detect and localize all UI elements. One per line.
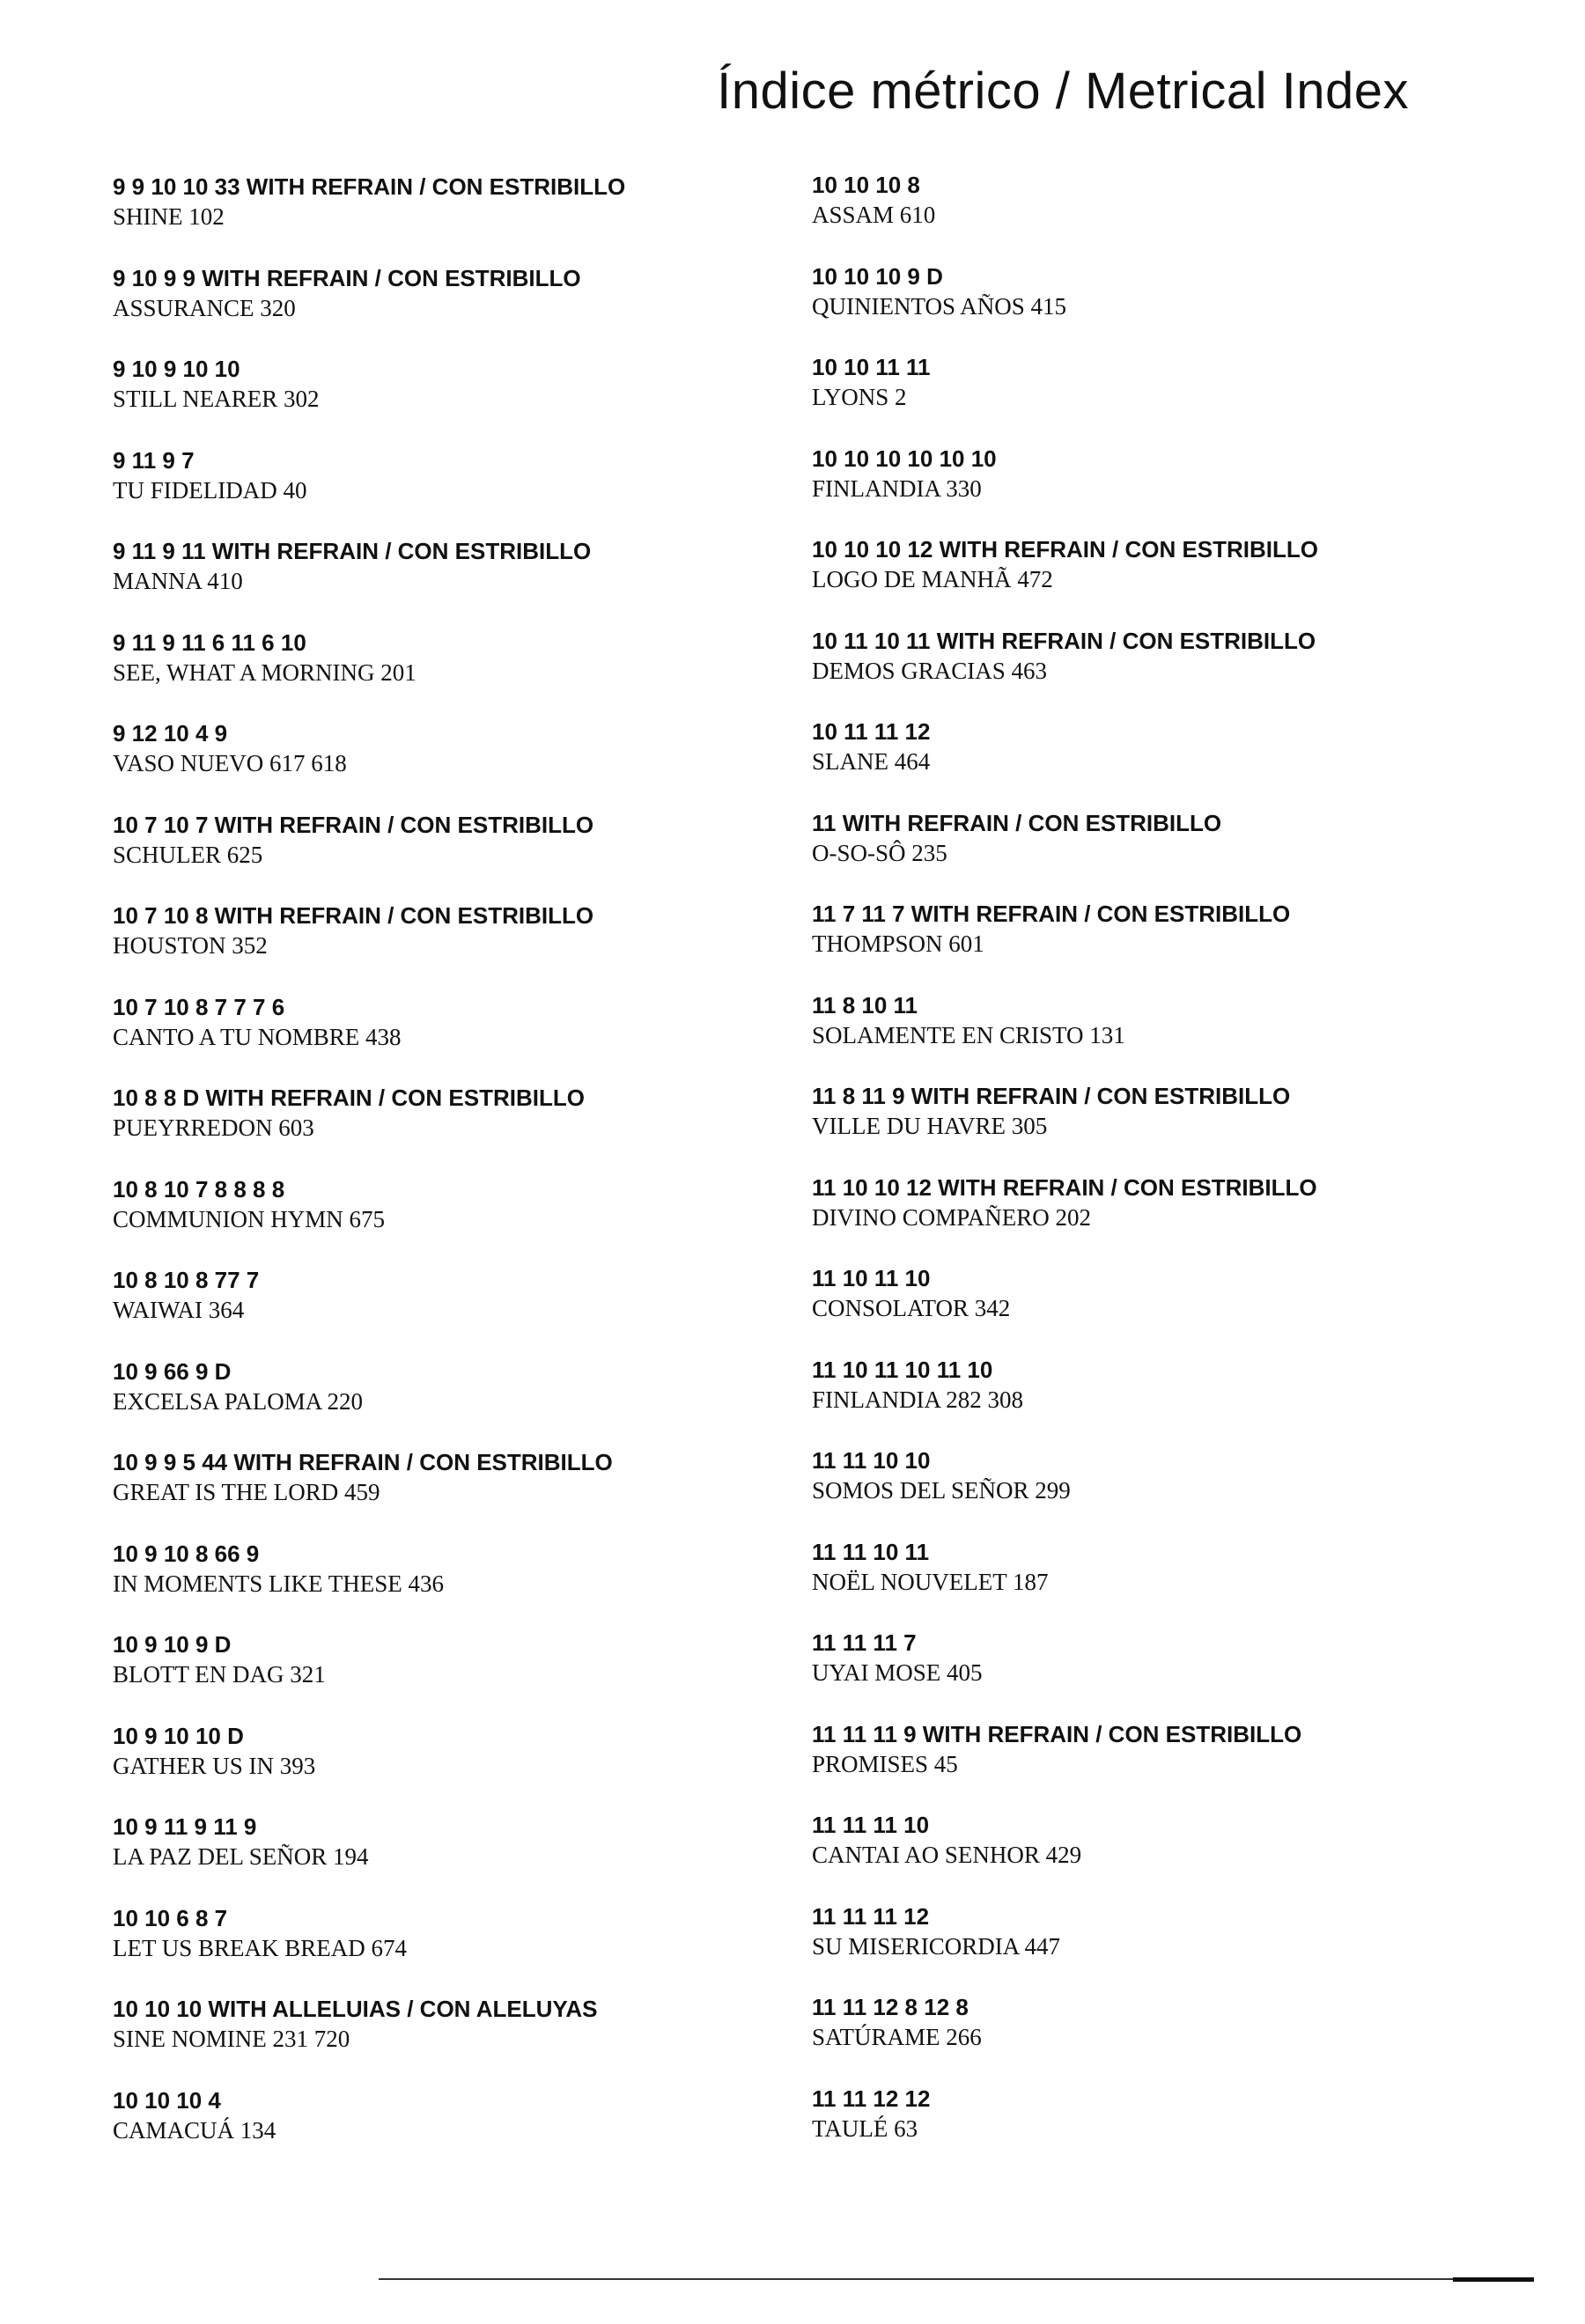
index-entry [113, 1903, 747, 1995]
index-entry [113, 628, 747, 719]
meter-label: 11 8 10 11 [812, 991, 918, 1019]
tune-names: SINE NOMINE 231 720 [113, 2026, 350, 2052]
tune-names: VILLE DU HAVRE 305 [812, 1113, 1048, 1139]
index-entry [113, 1721, 747, 1813]
index-entry [113, 172, 747, 263]
meter-label: 11 10 11 10 [812, 1265, 931, 1291]
tune-names: SOLAMENTE EN CRISTO 131 [812, 1021, 1125, 1048]
tune-names: NOËL NOUVELET 187 [812, 1568, 1049, 1595]
tune-names: O-SO-SÔ 235 [812, 839, 947, 866]
index-entry [812, 1173, 1446, 1264]
meter-label: 11 11 12 8 12 8 [812, 1994, 969, 2020]
meter-label: 10 9 11 9 11 9 [113, 1813, 257, 1840]
tune-names: SEE, WHAT A MORNING 201 [113, 658, 417, 686]
tune-names: LET US BREAK BREAD 674 [113, 1934, 408, 1961]
index-entry [812, 990, 1446, 1082]
meter-label: 10 9 66 9 D [113, 1357, 232, 1385]
meter-label: 10 7 10 7 WITH REFRAIN / CON ESTRIBILLO [113, 811, 594, 838]
index-entry [812, 1355, 1446, 1446]
tune-names: WAIWAI 364 [113, 1297, 245, 1323]
index-entry [812, 1537, 1446, 1629]
tune-names: SHINE 102 [113, 203, 225, 230]
index-entry [812, 1445, 1446, 1537]
index-entry [113, 1539, 747, 1630]
index-entry [812, 534, 1446, 626]
tune-names: ASSAM 610 [812, 202, 936, 228]
meter-label: 10 11 10 11 WITH REFRAIN / CON ESTRIBILLO [812, 627, 1316, 654]
index-entry [113, 718, 747, 810]
index-entry [812, 261, 1446, 353]
tune-names: CAMACUÁ 134 [113, 2116, 276, 2144]
meter-label: 11 11 11 9 WITH REFRAIN / CON ESTRIBILLO [812, 1720, 1302, 1747]
index-entry [113, 810, 747, 901]
tune-names: DIVINO COMPAÑERO 202 [812, 1203, 1092, 1231]
right-column [812, 170, 1446, 2174]
index-entry [113, 1629, 747, 1721]
tune-names: HOUSTON 352 [113, 932, 268, 959]
meter-label: 10 9 10 10 D [113, 1722, 244, 1749]
meter-label: 11 10 11 10 11 10 [812, 1356, 993, 1383]
index-entry [812, 1810, 1446, 1901]
index-entry [812, 808, 1446, 900]
footer-rule [379, 2278, 1532, 2280]
tune-names: MANNA 410 [113, 568, 243, 594]
tune-names: SATÚRAME 266 [812, 2024, 982, 2050]
tune-names: TU FIDELIDAD 40 [113, 476, 307, 504]
index-entry [113, 1174, 747, 1266]
meter-label: 10 10 10 10 10 10 [812, 445, 997, 472]
index-entry [113, 1265, 747, 1357]
index-entry [812, 899, 1446, 990]
meter-label: 11 7 11 7 WITH REFRAIN / CON ESTRIBILLO [812, 901, 1291, 927]
tune-names: TAULÉ 63 [812, 2114, 918, 2142]
tune-names: GATHER US IN 393 [113, 1752, 316, 1779]
meter-label: 10 8 10 7 8 8 8 8 [113, 1175, 285, 1202]
meter-label: 10 10 10 4 [113, 2086, 221, 2114]
tune-names: QUINIENTOS AÑOS 415 [812, 292, 1067, 320]
meter-label: 10 10 10 9 D [812, 262, 943, 290]
tune-names: GREAT IS THE LORD 459 [113, 1479, 380, 1505]
tune-names: VASO NUEVO 617 618 [113, 750, 347, 776]
meter-label: 9 12 10 4 9 [113, 720, 228, 746]
index-entry [812, 626, 1446, 717]
meter-label: 11 11 12 12 [812, 2085, 931, 2112]
index-entry [113, 901, 747, 992]
tune-names: PUEYRREDON 603 [113, 1114, 314, 1141]
meter-label: 10 10 11 11 [812, 354, 931, 380]
meter-label: 10 7 10 8 7 7 7 6 [113, 993, 285, 1020]
tune-names: UYAI MOSE 405 [812, 1659, 983, 1686]
left-column [113, 172, 747, 2176]
footer-rule-accent [1453, 2277, 1534, 2282]
index-entry [113, 445, 747, 537]
meter-label: 10 10 10 12 WITH REFRAIN / CON ESTRIBILLO [812, 536, 1318, 563]
meter-label: 9 10 9 10 10 [113, 356, 240, 382]
meter-label: 9 9 10 10 33 WITH REFRAIN / CON ESTRIBILLO [113, 173, 626, 200]
index-entry [812, 1628, 1446, 1719]
meter-label: 11 8 11 9 WITH REFRAIN / CON ESTRIBILLO [812, 1083, 1291, 1109]
index-entry [113, 354, 747, 445]
tune-names: CANTO A TU NOMBRE 438 [113, 1023, 402, 1050]
index-entry [812, 352, 1446, 444]
page-title: Índice métrico / Metrical Index [717, 63, 1409, 120]
tune-names: EXCELSA PALOMA 220 [113, 1387, 364, 1415]
tune-names: DEMOS GRACIAS 463 [812, 657, 1048, 684]
index-entry [812, 1901, 1446, 1993]
index-entry [113, 1447, 747, 1539]
tune-names: SOMOS DEL SEÑOR 299 [812, 1477, 1071, 1504]
meter-label: 9 10 9 9 WITH REFRAIN / CON ESTRIBILLO [113, 264, 581, 291]
tune-names: PROMISES 45 [812, 1750, 958, 1777]
meter-label: 10 9 10 8 66 9 [113, 1540, 260, 1567]
index-entry [812, 1081, 1446, 1173]
meter-label: 10 9 10 9 D [113, 1631, 232, 1658]
meter-label: 9 11 9 11 WITH REFRAIN / CON ESTRIBILLO [113, 538, 592, 564]
meter-label: 11 11 10 10 [812, 1447, 931, 1474]
tune-names: COMMUNION HYMN 675 [113, 1205, 386, 1232]
meter-label: 11 11 11 7 [812, 1629, 917, 1656]
tune-names: FINLANDIA 330 [812, 474, 982, 502]
meter-label: 10 10 10 8 [812, 172, 920, 198]
index-entry [812, 1719, 1446, 1811]
index-entry [113, 992, 747, 1084]
tune-names: SU MISERICORDIA 447 [812, 1932, 1061, 1960]
tune-names: SLANE 464 [812, 748, 931, 775]
meter-label: 9 11 9 7 [113, 446, 195, 474]
meter-label: 10 7 10 8 WITH REFRAIN / CON ESTRIBILLO [113, 902, 594, 929]
tune-names: FINLANDIA 282 308 [812, 1386, 1023, 1413]
tune-names: IN MOMENTS LIKE THESE 436 [113, 1570, 444, 1597]
index-entry [113, 263, 747, 355]
meter-label: 11 WITH REFRAIN / CON ESTRIBILLO [812, 809, 1222, 836]
meter-label: 10 8 8 D WITH REFRAIN / CON ESTRIBILLO [113, 1085, 585, 1111]
tune-names: BLOTT EN DAG 321 [113, 1661, 326, 1688]
meter-label: 10 10 6 8 7 [113, 1904, 228, 1931]
index-entry [812, 717, 1446, 808]
index-entry [113, 1812, 747, 1903]
tune-names: CONSOLATOR 342 [812, 1295, 1011, 1321]
meter-label: 11 11 11 12 [812, 1902, 930, 1930]
tune-names: STILL NEARER 302 [113, 386, 320, 412]
index-entry [113, 2085, 747, 2177]
meter-label: 10 11 11 12 [812, 718, 931, 745]
tune-names: LA PAZ DEL SEÑOR 194 [113, 1843, 369, 1870]
tune-names: LOGO DE MANHÃ 472 [812, 566, 1053, 592]
index-entry [812, 2084, 1446, 2175]
tune-names: CANTAI AO SENHOR 429 [812, 1842, 1082, 1868]
index-entry [113, 536, 747, 628]
meter-label: 11 11 10 11 [812, 1538, 930, 1565]
meter-label: 11 10 10 12 WITH REFRAIN / CON ESTRIBILLO [812, 1173, 1317, 1201]
tune-names: SCHULER 625 [113, 841, 263, 868]
tune-names: THOMPSON 601 [812, 930, 984, 957]
meter-label: 11 11 11 10 [812, 1812, 930, 1838]
index-entry [812, 170, 1446, 261]
index-entry [812, 1992, 1446, 2084]
tune-names: LYONS 2 [812, 384, 907, 410]
meter-label: 9 11 9 11 6 11 6 10 [113, 629, 306, 656]
index-entry [113, 1357, 747, 1448]
meter-label: 10 10 10 WITH ALLELUIAS / CON ALELUYAS [113, 1996, 598, 2022]
meter-label: 10 8 10 8 77 7 [113, 1267, 260, 1293]
meter-label: 10 9 9 5 44 WITH REFRAIN / CON ESTRIBILLO [113, 1449, 613, 1475]
index-entry [812, 444, 1446, 535]
index-entry [812, 1263, 1446, 1355]
index-entry [113, 1083, 747, 1174]
tune-names: ASSURANCE 320 [113, 294, 296, 321]
index-entry [113, 1994, 747, 2085]
